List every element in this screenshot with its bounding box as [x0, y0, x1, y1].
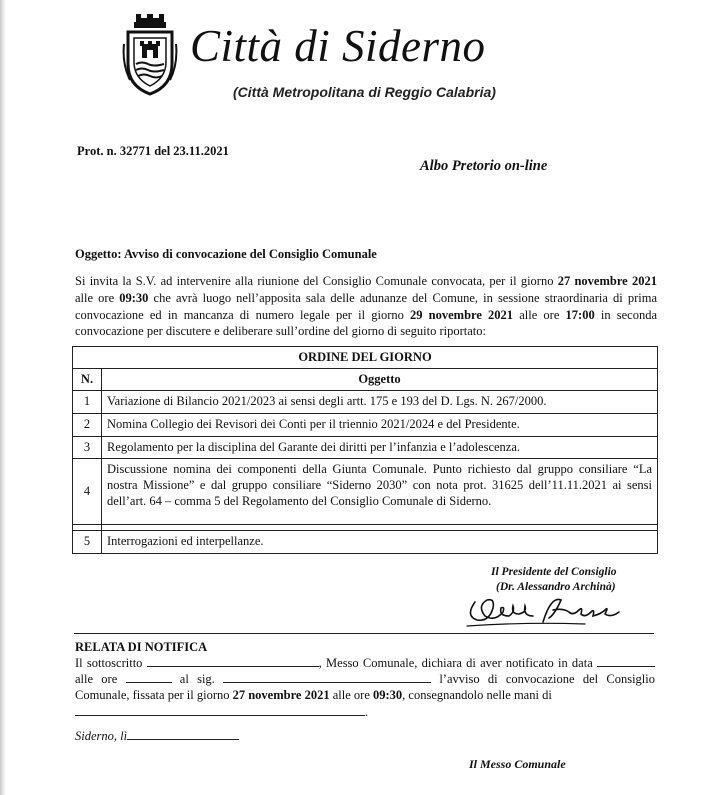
- agenda-table: [72, 346, 658, 554]
- table-row: [73, 530, 658, 553]
- city-title: Città di Siderno: [190, 21, 486, 71]
- intro-text-2: alle ore: [75, 290, 120, 305]
- city-subtitle: (Città Metropolitana di Reggio Calabria): [233, 84, 496, 100]
- item-text: Variazione di Bilancio 2021/2023 ai sensi degli artt. 175 e 193 del D. Lgs. N. 267/2000.: [102, 391, 658, 414]
- table-row: [73, 413, 658, 436]
- city-crest-icon: [122, 14, 178, 96]
- table-row: [73, 436, 658, 459]
- relata-text-5: l’avviso di convocazione del Consiglio Comunale, fissata per il giorno: [75, 672, 655, 703]
- president-name: (Dr. Alessandro Archinà): [496, 581, 616, 593]
- item-text: Discussione nomina dei componenti della Giunta Comunale. Punto richiesto dal gruppo consiliare “La nostra Missione” e dal gruppo consiliare “Siderno 2030” con nota prot. 31625 dell’11.11.2021 ai sensi dell’art. 64 – comma 5 del Regolamento del Consiglio Comunale di Siderno.: [102, 459, 658, 524]
- agenda-title: ORDINE DEL GIORNO: [73, 347, 658, 369]
- intro-paragraph: [75, 273, 657, 340]
- first-time: 09:30: [119, 290, 149, 305]
- intro-text-4: alle ore: [513, 307, 566, 322]
- relata-text-4: al sig.: [171, 672, 224, 687]
- column-number-header: N.: [73, 369, 102, 391]
- second-date: 29 novembre 2021: [410, 307, 514, 322]
- president-role: Il Presidente del Consiglio: [491, 566, 617, 578]
- agenda-title-row: [73, 347, 658, 369]
- delivered-to-blank-field[interactable]: [75, 704, 365, 716]
- place-date-line: [75, 728, 239, 744]
- second-time: 17:00: [565, 307, 595, 322]
- intro-text-5: in seconda convocazione per discutere e deliberare sull’ordine del giorno di seguito riportato:: [75, 307, 657, 339]
- relata-time: 09:30: [373, 688, 403, 703]
- relata-text-7: , consegnandolo nelle mani di: [402, 688, 552, 703]
- albo-pretorio-label: Albo Pretorio on-line: [420, 158, 548, 174]
- item-text: Nomina Collegio dei Revisori dei Conti per il triennio 2021/2024 e del Presidente.: [102, 413, 658, 436]
- relata-text-6: alle ore: [329, 688, 373, 703]
- intro-text-3: che avrà luogo nell’apposita sala delle adunanze del Comune, in sessione straordinaria di prima convocazione ed in mancanza di numero legale per il giorno: [75, 290, 657, 322]
- item-text: Interrogazioni ed interpellanze.: [102, 530, 658, 553]
- first-date: 27 novembre 2021: [557, 274, 657, 288]
- place-date-blank-field[interactable]: [127, 728, 239, 740]
- item-number: 4: [73, 459, 102, 524]
- protocol-number: Prot. n. 32771 del 23.11.2021: [77, 144, 229, 158]
- table-row: [73, 459, 658, 524]
- page-edge: [0, 0, 6, 795]
- relata-paragraph: Il sottoscritto , Messo Comunale, dichiara di aver notificato in data alle ore al sig. l’avviso di convocazione del Consiglio Comunale, fissata per il giorno 27 novembre 2021 alle ore 09:30, consegnandolo nelle mani di .: [75, 656, 655, 719]
- name-blank-field[interactable]: [147, 655, 319, 667]
- item-number: 3: [73, 436, 102, 459]
- item-text: Regolamento per la disciplina del Garante dei diritti per l’infanzia e l’adolescenza.: [102, 436, 658, 459]
- relata-text-2: , Messo Comunale, dichiara di aver notificato in data: [318, 656, 597, 670]
- president-signature-icon: [455, 582, 635, 630]
- item-number: 1: [73, 391, 102, 414]
- relata-date: 27 novembre 2021: [232, 688, 330, 703]
- messo-comunale-signature-label: Il Messo Comunale: [469, 757, 566, 771]
- time-blank-field[interactable]: [126, 671, 172, 683]
- table-row: [73, 391, 658, 414]
- item-number: 5: [73, 530, 102, 553]
- subject-line: [75, 247, 377, 262]
- relata-title: RELATA DI NOTIFICA: [75, 640, 208, 654]
- agenda-header-row: [73, 369, 658, 391]
- relata-text-1: Il sottoscritto: [75, 656, 147, 670]
- recipient-blank-field[interactable]: [223, 671, 431, 683]
- place-label: Siderno, lì: [75, 729, 128, 743]
- subject-text: Avviso di convocazione del Consiglio Comunale: [121, 247, 377, 261]
- intro-text-1: Si invita la S.V. ad intervenire alla riunione del Consiglio Comunale convocata, per il giorno: [75, 274, 558, 288]
- date-blank-field[interactable]: [597, 655, 655, 667]
- column-subject-header: Oggetto: [102, 369, 658, 391]
- item-number: 2: [73, 413, 102, 436]
- relata-text-3: alle ore: [75, 672, 126, 687]
- section-divider: [74, 633, 654, 634]
- subject-label: Oggetto:: [75, 247, 122, 261]
